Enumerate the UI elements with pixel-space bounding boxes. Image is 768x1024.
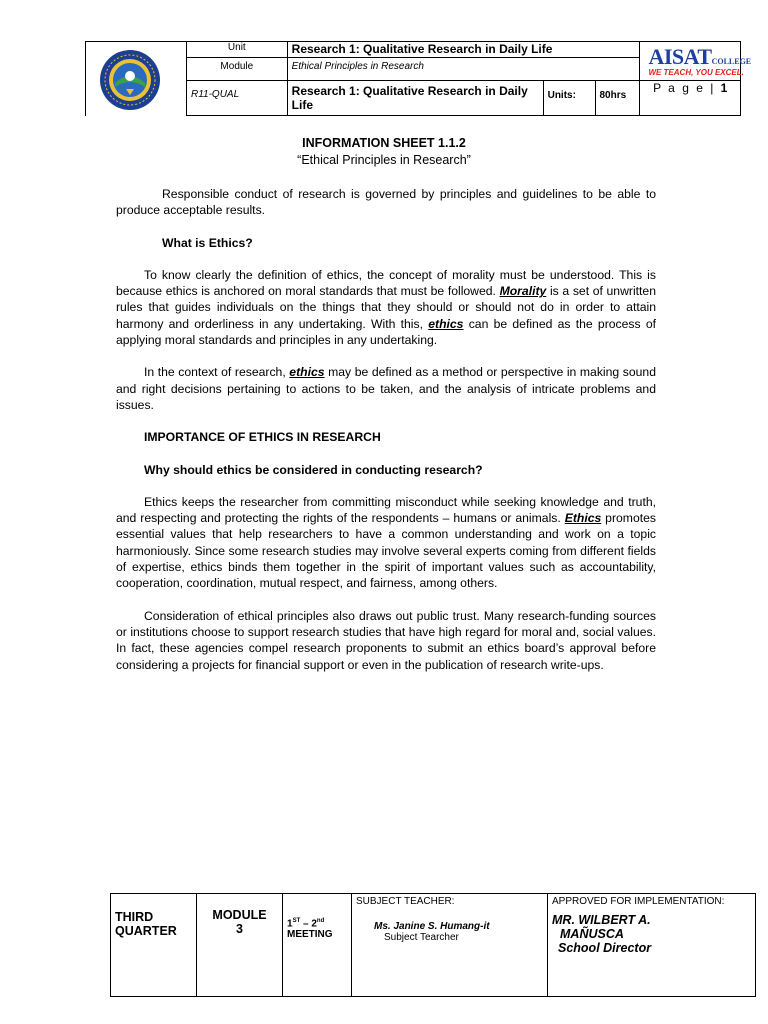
keyword-ethics: Ethics: [564, 511, 602, 526]
units-label: Units:: [543, 81, 595, 116]
document-header: [85, 41, 752, 116]
document-footer: [110, 893, 756, 997]
brand-tagline: WE TEACH, YOU EXCEL.: [648, 68, 744, 77]
unit-label: Unit: [187, 42, 288, 58]
sheet-title: INFORMATION SHEET 1.1.2: [302, 136, 466, 150]
approval-cell: [548, 894, 756, 997]
course-title: Research 1: Qualitative Research in Daily Life: [287, 81, 543, 116]
module-line1: MODULE: [212, 908, 267, 922]
keyword-morality: Morality: [499, 284, 547, 299]
page-number: [640, 81, 741, 116]
units-value: 80hrs: [595, 81, 640, 116]
meeting-label: MEETING: [287, 929, 333, 941]
meeting-first-sup: ST: [292, 918, 301, 924]
text-run: To know clearly the definition of ethics, the concept of morality must be understood. This is because ethics is anchored on moral standards that must be followed.: [116, 267, 656, 299]
meeting-dash: – 2: [300, 918, 317, 930]
keyword-ethics: ethics: [289, 365, 325, 380]
director-role: School Director: [558, 941, 652, 955]
heading-importance: IMPORTANCE OF ETHICS IN RESEARCH: [144, 430, 381, 445]
logo-cell: [85, 41, 186, 116]
public-trust-paragraph: Consideration of ethical principles also draws out public trust. Many research-funding sources or institutions choose to support research studies that have high regard for moral and, social values. In fact, these agencies compel research proponents to submit an ethics board’s approval before considering a projects for financial support or even in the publication of research write-ups.: [116, 608, 656, 672]
school-seal-icon: [99, 49, 161, 111]
header-table: [186, 41, 752, 116]
subject-teacher-name: Ms. Janine S. Humang-it: [374, 921, 490, 932]
brand-suffix: COLLEGE: [711, 57, 752, 66]
text-run: Ethics keeps the researcher from committing misconduct while seeking knowledge and truth, and respecting and protecting the rights of the respondents – humans or animals.: [116, 494, 656, 526]
director-name-line1: MR. WILBERT A.: [552, 913, 651, 927]
quarter-line1: THIRD: [115, 910, 154, 924]
subject-teacher-label: SUBJECT TEACHER:: [356, 896, 455, 907]
text-run: may be defined as a method or perspective in making sound and right decisions pertaining to actions to be taken, and the analysis of intricate problems and issues.: [116, 365, 656, 412]
intro-paragraph: Responsible conduct of research is governed by principles and guidelines to be able to produce acceptable results.: [116, 187, 656, 218]
page-number-value: 1: [720, 81, 728, 95]
quarter-line2: QUARTER: [115, 924, 177, 938]
module-cell: [197, 894, 283, 997]
research-context-paragraph: [116, 364, 656, 413]
meeting-second-sup: nd: [316, 918, 325, 924]
meeting-cell: [283, 894, 352, 997]
subject-teacher-role: Subject Tearcher: [384, 932, 459, 943]
text-run: promotes essential values that help researchers to have a common understanding and work on a topic harmoniously. Since some research studies may involve several experts coming from different fields of expertise, ethics binds them together in the spirit of important values such as accountability, cooperation, coordination, mutual respect, and fairness, among others.: [116, 511, 656, 591]
course-code: R11-QUAL: [187, 81, 288, 116]
subject-teacher-cell: [352, 894, 548, 997]
text-run: In the context of research,: [144, 365, 290, 380]
approval-label: APPROVED FOR IMPLEMENTATION:: [552, 896, 725, 907]
ethics-definition-paragraph: [116, 267, 656, 348]
unit-value: Research 1: Qualitative Research in Daily Life: [287, 42, 640, 58]
text-run: can be defined as the process of applying moral standards and principles in any undertaking.: [116, 316, 656, 348]
module-label: Module: [187, 58, 288, 81]
document-body: [116, 186, 656, 689]
sheet-subtitle: “Ethical Principles in Research”: [297, 153, 471, 167]
keyword-ethics: ethics: [428, 316, 464, 331]
heading-what-is-ethics: What is Ethics?: [162, 235, 253, 250]
director-name-line2: MAÑUSCA: [560, 927, 624, 941]
page-label: P a g e |: [653, 81, 716, 95]
meeting-first: 1: [287, 918, 293, 930]
brand-name: AISAT: [648, 44, 712, 69]
quarter-cell: [111, 894, 197, 997]
heading-why-ethics: Why should ethics be considered in conducting research?: [144, 462, 483, 477]
brand-cell: [640, 42, 752, 81]
module-value: Ethical Principles in Research: [287, 58, 640, 81]
aisat-logo: [648, 44, 751, 77]
text-run: is a set of unwritten rules that guides individuals on the things that they should or should not do in order to attain harmony and orderliness in any undertaking. With this,: [116, 284, 656, 331]
ethics-importance-paragraph: [116, 494, 656, 592]
module-line2: 3: [236, 922, 243, 936]
